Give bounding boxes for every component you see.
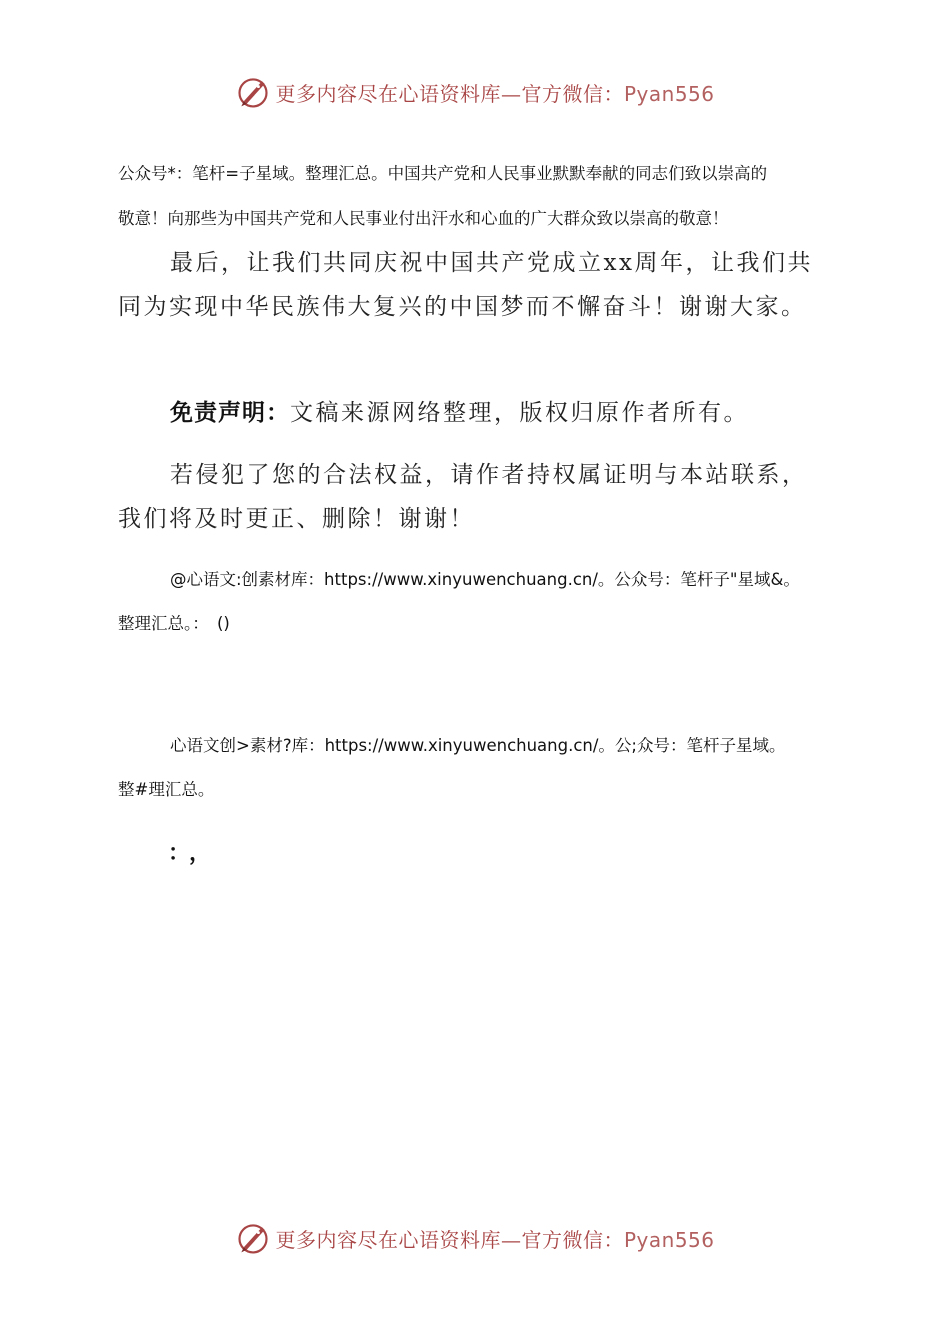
fountain-pen-logo-icon bbox=[235, 1220, 271, 1256]
closing-line-1: 最后，让我们共同庆祝中国共产党成立xx周年，让我们共 bbox=[170, 250, 813, 276]
disclaimer-label: 免责声明： bbox=[170, 400, 290, 426]
fountain-pen-logo-icon bbox=[235, 74, 271, 110]
paragraph-line-1: 公众号*：笔杆=子星域。整理汇总。中国共产党和人民事业默默奉献的同志们致以崇高的 bbox=[118, 164, 768, 183]
header-banner bbox=[0, 70, 950, 114]
footer-banner-text bbox=[275, 1224, 714, 1253]
footer-wechat-id: Pyan556 bbox=[623, 1227, 715, 1252]
source-line-3: 心语文创>素材?库：https://www.xinyuwenchuang.cn/。公;众号：笔杆子星域。 bbox=[170, 736, 786, 755]
disclaimer-text: 文稿来源网络整理，版权归原作者所有。 bbox=[290, 400, 749, 426]
header-banner-main: 更多内容尽在心语资料库—官方微信： bbox=[275, 81, 624, 106]
source-line-4: 整#理汇总。 bbox=[118, 780, 215, 799]
header-wechat-id: Pyan556 bbox=[623, 81, 715, 106]
paragraph-line-2: 敬意！向那些为中国共产党和人民事业付出汗水和心血的广大群众致以崇高的敬意！ bbox=[118, 209, 729, 228]
source-line-1: @心语文:创素材库：https://www.xinyuwenchuang.cn/。公众号：笔杆子"星域&。 bbox=[170, 570, 800, 589]
closing-line-2: 同为实现中华民族伟大复兴的中国梦而不懈奋斗！谢谢大家。 bbox=[118, 294, 807, 320]
disclaimer-contact-line-2: 我们将及时更正、删除！谢谢！ bbox=[118, 506, 475, 532]
footer-banner bbox=[0, 1216, 950, 1260]
footer-banner-main: 更多内容尽在心语资料库—官方微信： bbox=[275, 1227, 624, 1252]
header-banner-text bbox=[275, 78, 714, 107]
stray-punctuation: ：， bbox=[168, 841, 222, 866]
disclaimer-contact-line-1: 若侵犯了您的合法权益，请作者持权属证明与本站联系， bbox=[170, 462, 808, 488]
disclaimer-line bbox=[170, 394, 890, 427]
source-line-2: 整理汇总。： () bbox=[118, 614, 230, 633]
